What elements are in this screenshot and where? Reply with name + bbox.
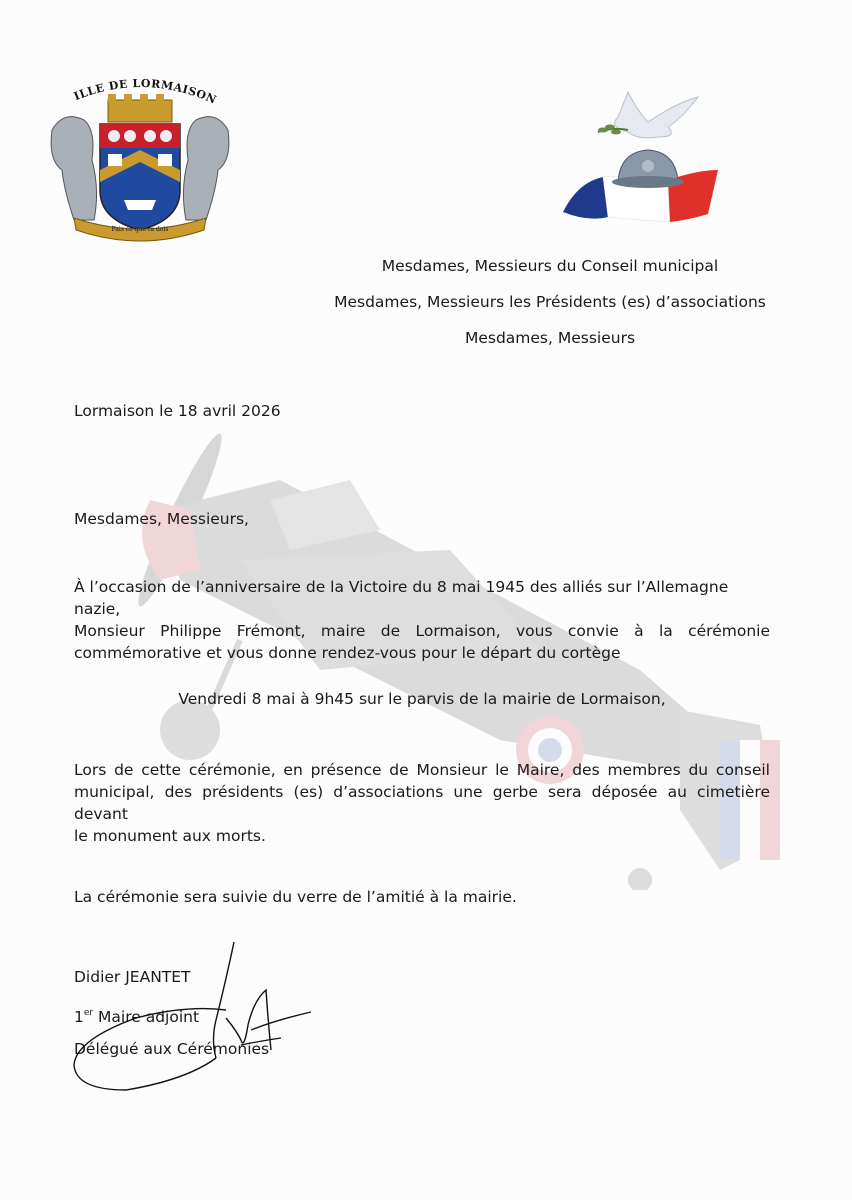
paragraph-line: Lors de cette cérémonie, en présence de Monsieur le Maire, des membres du conseil [74, 761, 770, 779]
paragraph-line: commémorative et vous donne rendez-vous pour le départ du cortège [74, 644, 621, 662]
recipients-block [300, 255, 800, 363]
salutation: Mesdames, Messieurs, [74, 510, 249, 528]
recipient-line: Mesdames, Messieurs [464, 329, 636, 347]
closing-line: La cérémonie sera suivie du verre de l’amitié à la mairie. [74, 888, 517, 906]
paragraph-line: municipal, des présidents (es) d’associations une gerbe sera déposée au cimetière devant [74, 783, 770, 823]
dove-flag-emblem-icon [558, 82, 723, 227]
crest-title: ILLE DE LORMAISON [72, 76, 219, 107]
recipient-line: Mesdames, Messieurs du Conseil municipal [381, 257, 719, 275]
role-title: Maire adjoint [93, 1008, 200, 1026]
ceremony-paragraph [74, 759, 770, 847]
signatory-name: Didier JEANTET [74, 968, 191, 986]
rendezvous-line: Vendredi 8 mai à 9h45 sur le parvis de la mairie de Lormaison, [178, 690, 666, 708]
crest-emblem-icon [44, 70, 236, 252]
recipient-line: Mesdames, Messieurs les Présidents (es) d’associations [334, 293, 766, 311]
paragraph-line: Monsieur Philippe Frémont, maire de Lormaison, vous convie à la cérémonie [74, 622, 770, 640]
role-ordinal: 1 [74, 1008, 84, 1026]
paragraph-line: À l’occasion de l’anniversaire de la Victoire du 8 mai 1945 des alliés sur l’Allemagne nazie, [74, 578, 729, 618]
role-ordinal-suffix: er [83, 1008, 94, 1018]
signatory-delegation: Délégué aux Cérémonies [74, 1040, 270, 1058]
handwritten-signature-icon [66, 940, 316, 1100]
date-line: Lormaison le 18 avril 2026 [74, 402, 281, 420]
invitation-paragraph [74, 576, 770, 664]
paragraph-line: le monument aux morts. [74, 827, 266, 845]
crest-motto: Fais ce que tu dois [111, 226, 169, 233]
town-crest [44, 70, 236, 252]
